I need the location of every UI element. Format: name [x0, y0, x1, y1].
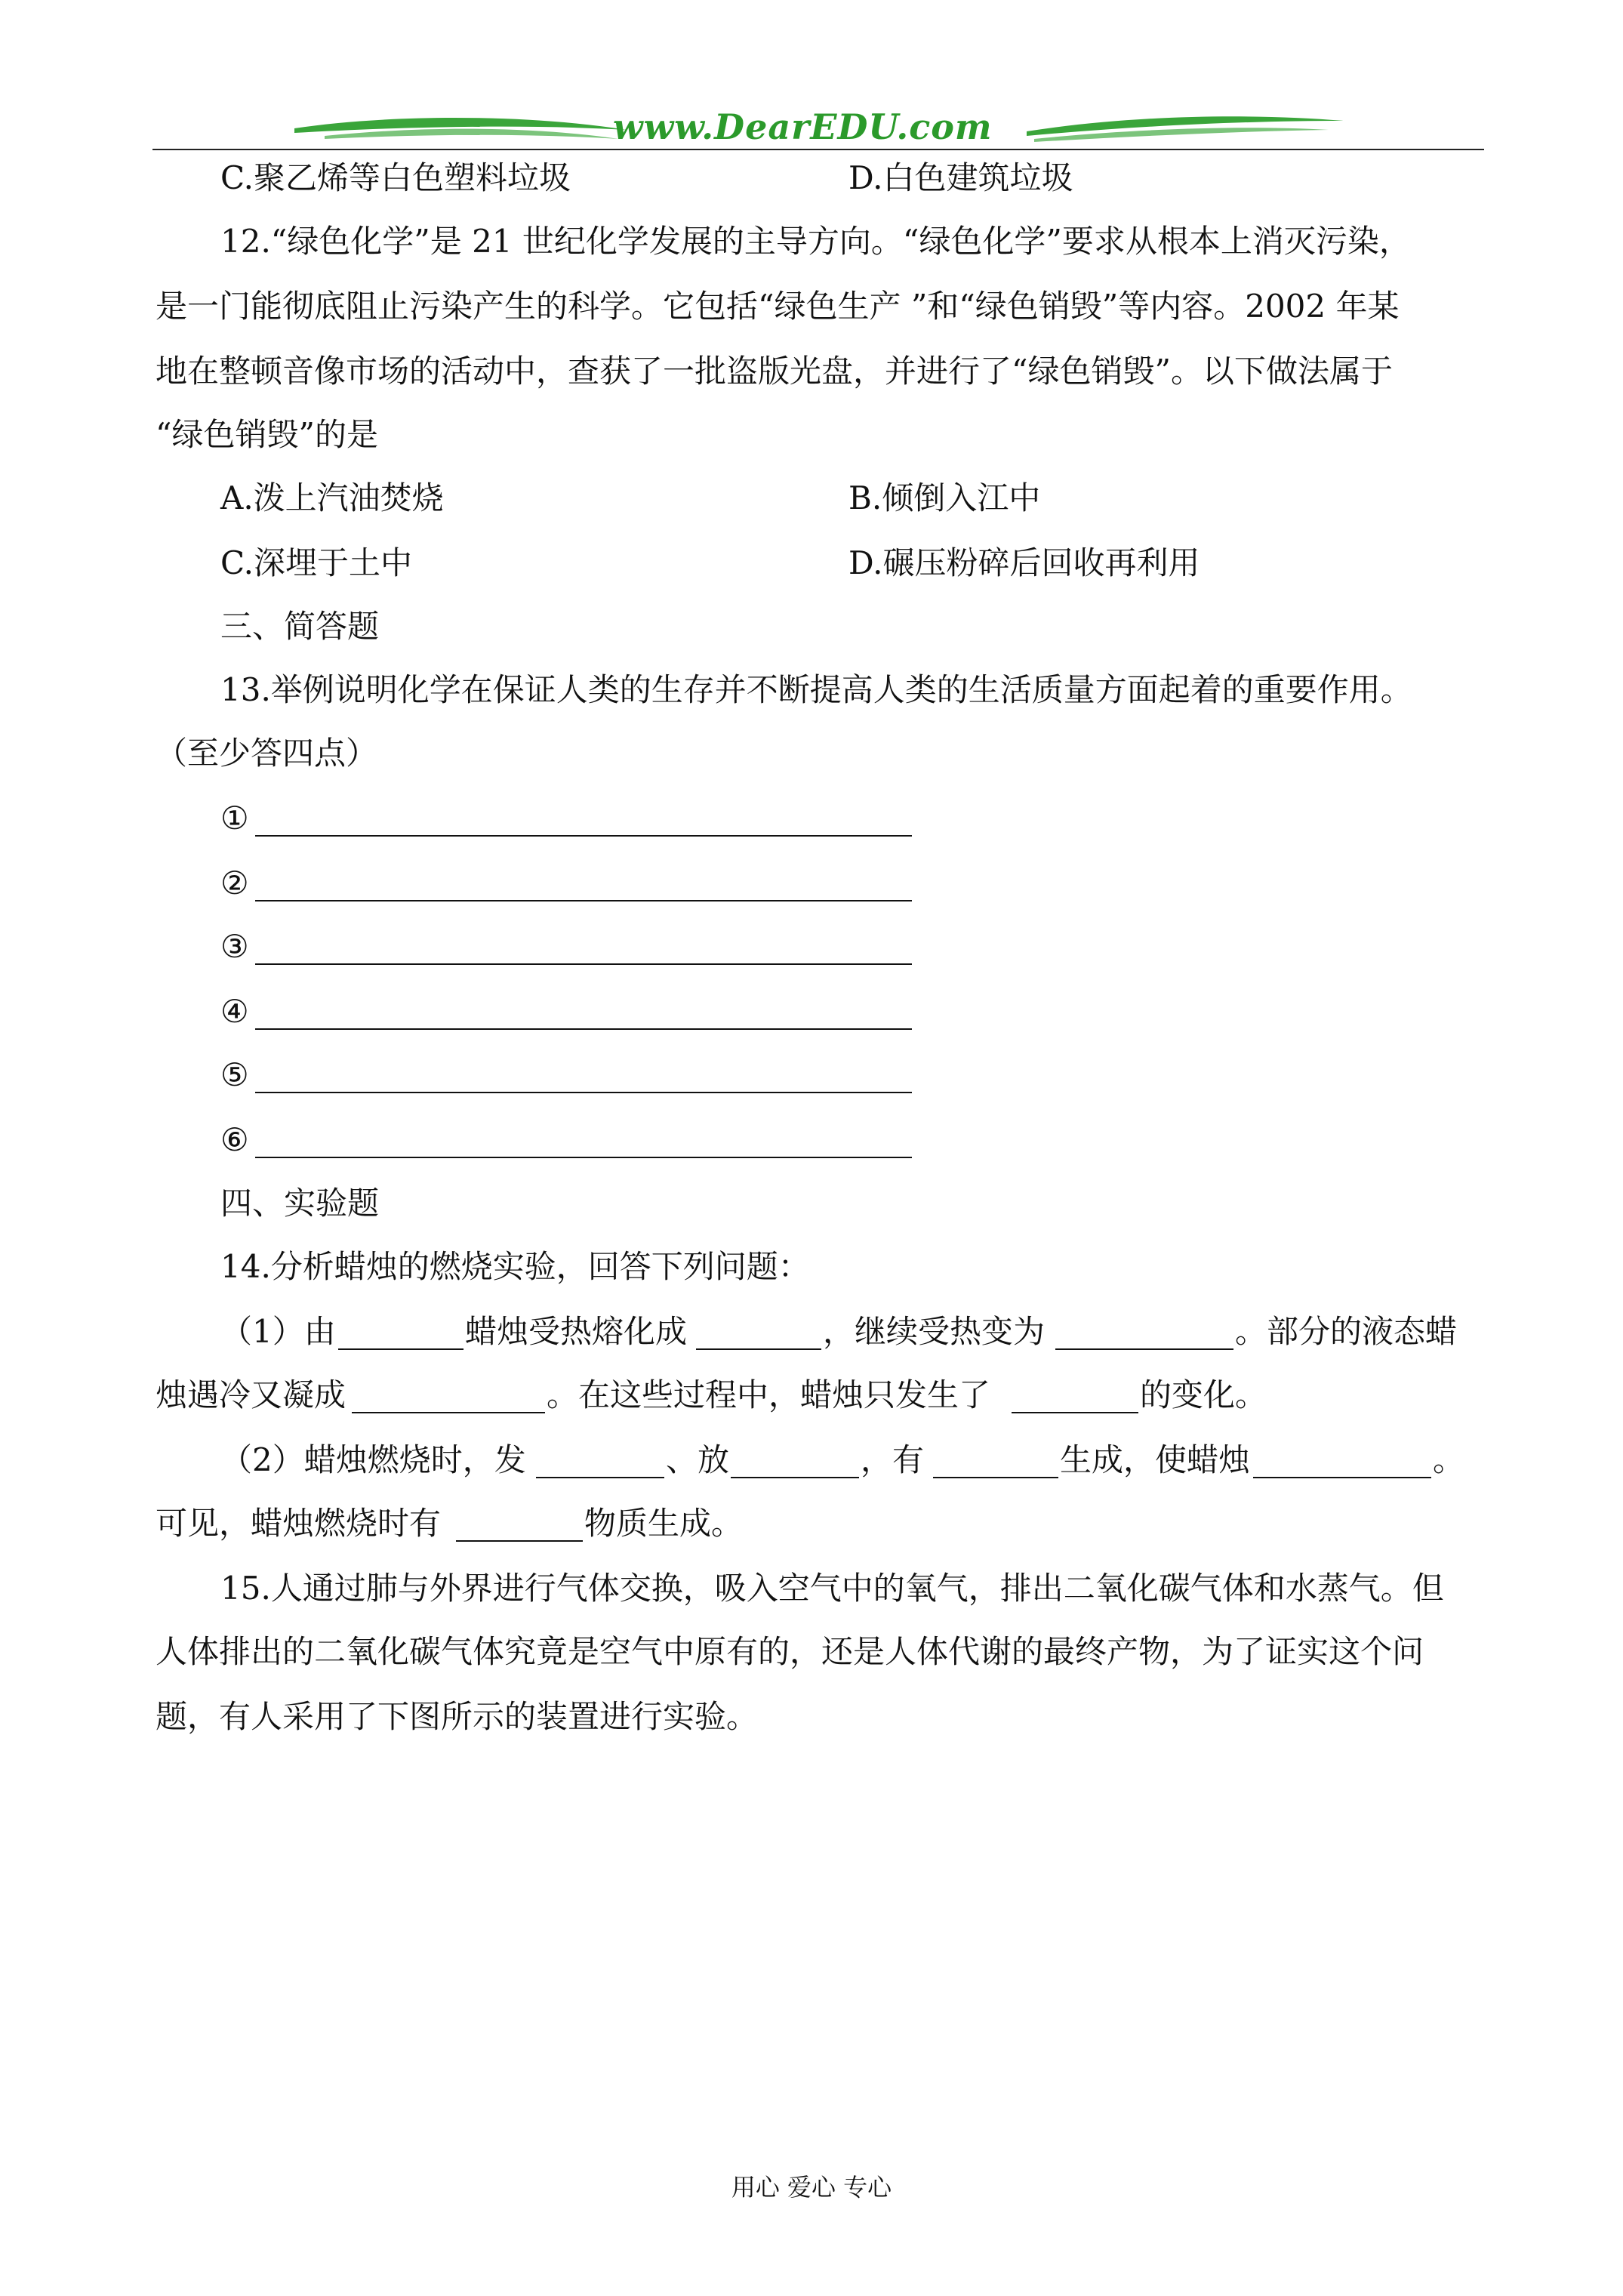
logo-swoosh-left-icon [294, 113, 627, 148]
q14-blank-10[interactable] [456, 1505, 583, 1542]
q14-blank-9[interactable] [1253, 1442, 1431, 1478]
q12-option-b: B.倾倒入江中 [848, 479, 1041, 516]
logo-swoosh-right-icon [1027, 113, 1344, 148]
q11-option-d: D.白色建筑垃圾 [848, 159, 1073, 196]
document-page: www.DearEDU.com C.聚乙烯等白色塑料垃圾 D.白色建筑垃圾 12.“绿色化学”是 21 世纪化学发展的主导方向。“绿色化学”要求从根本上消灭污染， 是一门能彻底阻止污染产生的科学。它包括“绿色生产 ”和“绿色销毁”等内容。2002 年某 地在整顿音像市场的活动中，查获了一批盗版光盘，并进行了“绿色销毁”。以下做法属于 “绿色销毁”的是 A.泼上汽油焚烧 B.倾倒入江中 C.深埋于土中 D.碾压粉碎后回收再利用 三、简答题 13.举例说明化学在保证人类的生存并不断提高人类的生活质量方面起着的重要作用。 （至少答四点） ① ② ③ ④ ⑤ ⑥ 四、实验题 14.分析蜡烛的燃烧实验，回答下列问题： （1）由 蜡烛受热熔化成 ，继续受热变为 。部分的液态蜡 烛遇冷又凝成 。在这些过程中，蜡烛只发生了 的变化。 （2）蜡烛燃烧时，发 、放 ，有 生成，使蜡烛 。 可见，蜡烛燃烧时有 物质生成。 15.人通过肺与外界进行气体交换，吸入空气中的氧气，排出二氧化碳气体和水蒸气。但 人体排出的二氧化碳气体究竟是空气中原有的，还是人体代谢的最终产物，为了证实这个问 题，有人采用了下图所示的装置进行实验。 用心 爱心 专心 [0, 0, 1623, 2296]
page-footer: 用心 爱心 专心 [731, 2173, 892, 2202]
q12-option-c: C.深埋于土中 [220, 544, 412, 581]
header-divider [152, 149, 1484, 150]
site-logo: www.DearEDU.com [613, 106, 993, 147]
q14-blank-3[interactable] [1055, 1314, 1233, 1350]
q14-blank-5[interactable] [1012, 1377, 1138, 1413]
q14-blank-7[interactable] [731, 1442, 859, 1478]
q14-blank-1[interactable] [338, 1314, 463, 1350]
q14-blank-6[interactable] [536, 1442, 664, 1478]
q14-blank-2[interactable] [696, 1314, 821, 1350]
q11-option-c: C.聚乙烯等白色塑料垃圾 [220, 159, 571, 196]
q14-blank-4[interactable] [352, 1377, 545, 1413]
q14-blank-8[interactable] [933, 1442, 1058, 1478]
q12-option-a: A.泼上汽油焚烧 [220, 479, 444, 516]
q12-option-d: D.碾压粉碎后回收再利用 [848, 544, 1200, 581]
